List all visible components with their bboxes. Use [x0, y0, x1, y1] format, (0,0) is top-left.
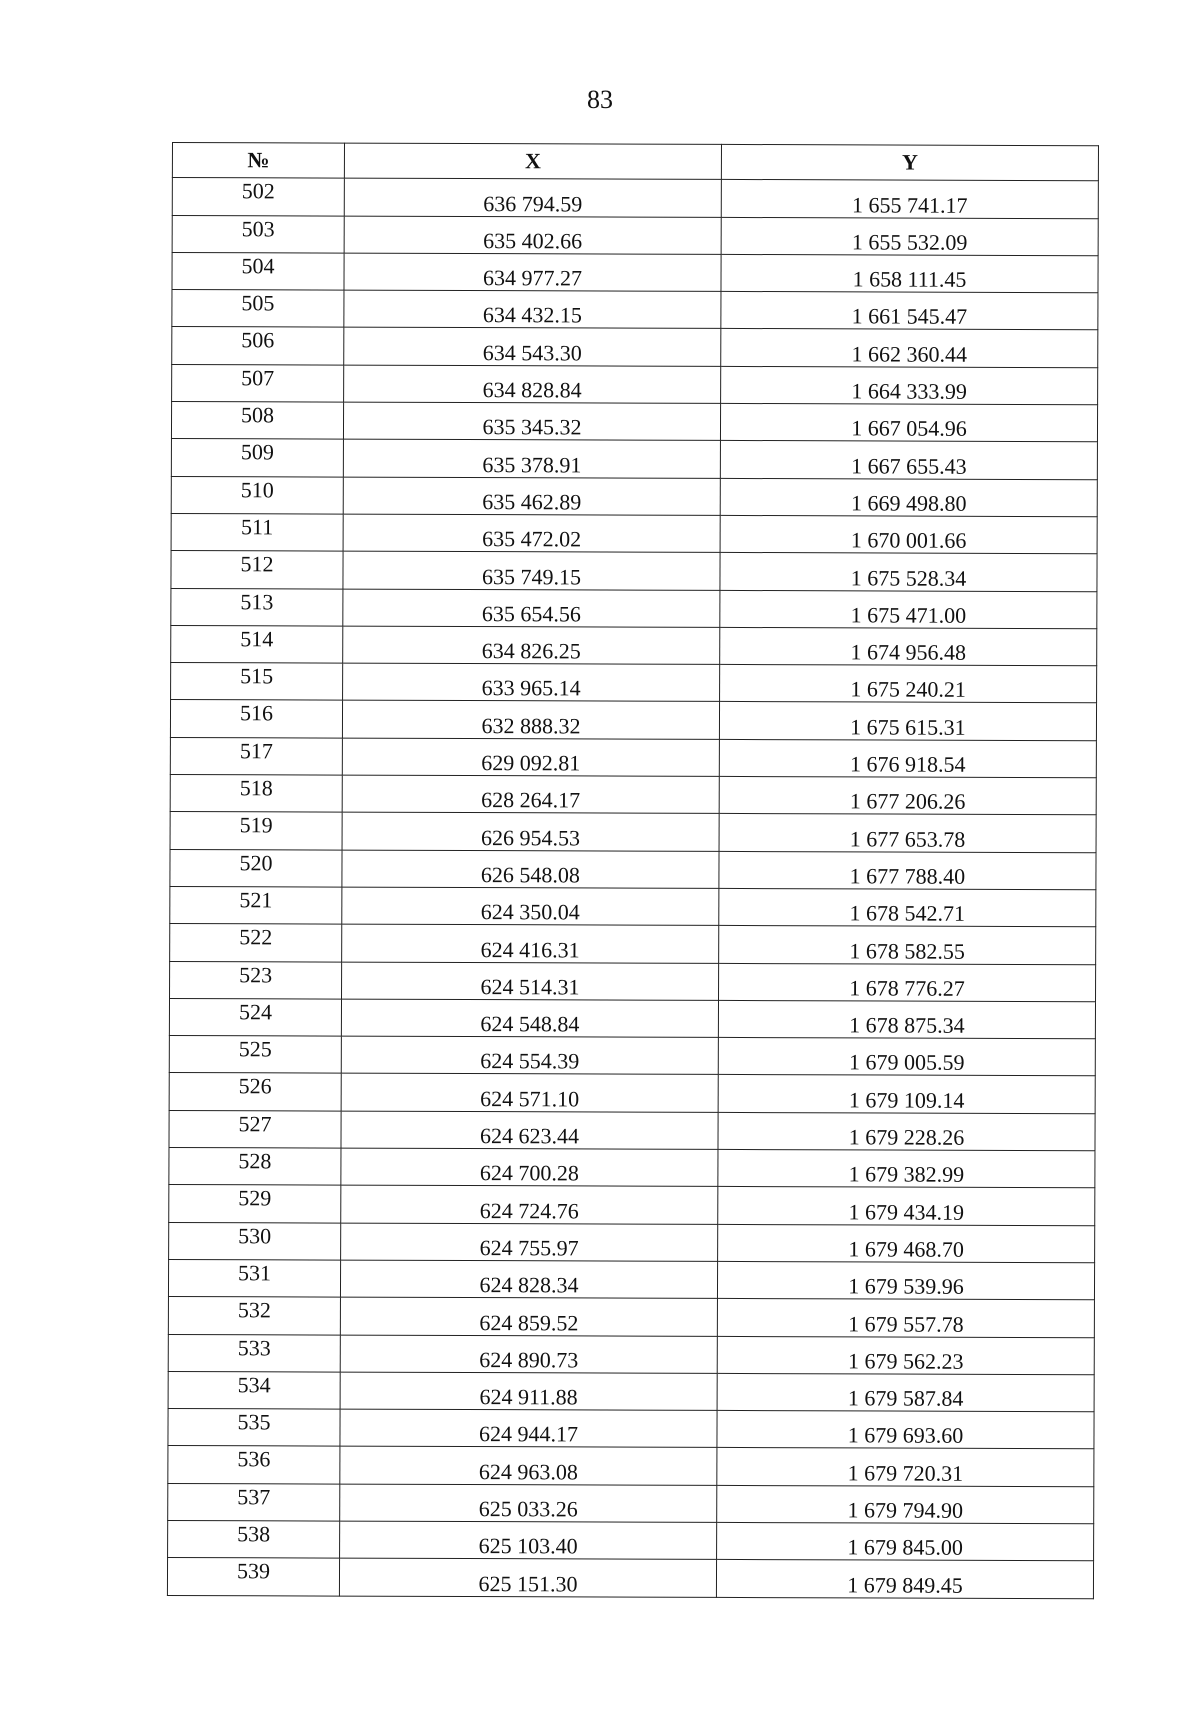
- point-number-cell: 514: [171, 625, 343, 663]
- x-coordinate-cell: 629 092.81: [342, 738, 719, 777]
- x-coordinate-cell: 624 911.88: [340, 1372, 717, 1411]
- table-row: [169, 1110, 1095, 1151]
- x-coordinate-cell: 624 623.44: [341, 1111, 718, 1150]
- point-number-cell: 538: [168, 1520, 340, 1558]
- column-header-y: Y: [721, 144, 1098, 181]
- y-coordinate-cell: 1 667 054.96: [720, 403, 1097, 442]
- x-coordinate-cell: 624 724.76: [341, 1185, 718, 1224]
- column-header-number: №: [172, 143, 344, 179]
- x-coordinate-cell: 624 571.10: [341, 1074, 718, 1113]
- x-coordinate-cell: 632 888.32: [342, 701, 719, 740]
- x-coordinate-cell: 635 462.89: [343, 477, 720, 516]
- table-row: [170, 775, 1096, 816]
- y-coordinate-cell: 1 669 498.80: [720, 478, 1097, 517]
- table-row: [172, 327, 1098, 368]
- point-number-cell: 533: [168, 1334, 340, 1372]
- y-coordinate-cell: 1 679 109.14: [718, 1075, 1095, 1114]
- point-number-cell: 524: [169, 998, 341, 1036]
- x-coordinate-cell: 624 554.39: [341, 1036, 718, 1075]
- y-coordinate-cell: 1 679 849.45: [716, 1560, 1093, 1599]
- point-number-cell: 529: [169, 1185, 341, 1223]
- point-number-cell: 515: [171, 663, 343, 701]
- table-row: [169, 1185, 1095, 1226]
- y-coordinate-cell: 1 658 111.45: [721, 254, 1098, 293]
- x-coordinate-cell: 625 103.40: [340, 1521, 717, 1560]
- table-row: [170, 737, 1096, 778]
- point-number-cell: 521: [170, 886, 342, 924]
- x-coordinate-cell: 635 654.56: [343, 589, 720, 628]
- table-row: [171, 513, 1097, 554]
- y-coordinate-cell: 1 655 741.17: [721, 180, 1098, 219]
- x-coordinate-cell: 633 965.14: [343, 663, 720, 702]
- x-coordinate-cell: 634 543.30: [344, 328, 721, 367]
- table-row: [168, 1259, 1094, 1300]
- point-number-cell: 516: [170, 700, 342, 738]
- table-row: [171, 402, 1097, 443]
- x-coordinate-cell: 626 954.53: [342, 812, 719, 851]
- point-number-cell: 519: [170, 812, 342, 850]
- table-row: [171, 588, 1097, 629]
- point-number-cell: 523: [170, 961, 342, 999]
- y-coordinate-cell: 1 679 468.70: [718, 1224, 1095, 1263]
- table-row: [168, 1297, 1094, 1338]
- y-coordinate-cell: 1 676 918.54: [719, 739, 1096, 778]
- table-row: [171, 476, 1097, 517]
- table-row: [167, 1558, 1093, 1599]
- x-coordinate-cell: 624 514.31: [342, 962, 719, 1001]
- x-coordinate-cell: 624 548.84: [341, 999, 718, 1038]
- y-coordinate-cell: 1 675 240.21: [720, 665, 1097, 704]
- x-coordinate-cell: 634 432.15: [344, 290, 721, 329]
- point-number-cell: 535: [168, 1409, 340, 1447]
- y-coordinate-cell: 1 667 655.43: [720, 441, 1097, 480]
- x-coordinate-cell: 625 151.30: [339, 1558, 716, 1597]
- table-row: [170, 700, 1096, 741]
- x-coordinate-cell: 635 402.66: [344, 216, 721, 255]
- point-number-cell: 532: [168, 1297, 340, 1335]
- y-coordinate-cell: 1 678 542.71: [719, 888, 1096, 927]
- y-coordinate-cell: 1 679 228.26: [718, 1112, 1095, 1151]
- point-number-cell: 511: [171, 513, 343, 551]
- point-number-cell: 536: [168, 1446, 340, 1484]
- table-row: [172, 215, 1098, 256]
- point-number-cell: 518: [170, 775, 342, 813]
- point-number-cell: 503: [172, 215, 344, 253]
- table-row: [171, 625, 1097, 666]
- point-number-cell: 534: [168, 1371, 340, 1409]
- point-number-cell: 537: [168, 1483, 340, 1521]
- point-number-cell: 506: [172, 327, 344, 365]
- y-coordinate-cell: 1 679 720.31: [717, 1448, 1094, 1487]
- table-row: [169, 1222, 1095, 1263]
- y-coordinate-cell: 1 661 545.47: [721, 292, 1098, 331]
- y-coordinate-cell: 1 677 653.78: [719, 814, 1096, 853]
- x-coordinate-cell: 635 749.15: [343, 551, 720, 590]
- y-coordinate-cell: 1 678 582.55: [719, 926, 1096, 965]
- y-coordinate-cell: 1 662 360.44: [721, 329, 1098, 368]
- table-row: [170, 812, 1096, 853]
- point-number-cell: 505: [172, 290, 344, 328]
- point-number-cell: 507: [172, 364, 344, 402]
- y-coordinate-cell: 1 678 875.34: [718, 1000, 1095, 1039]
- point-number-cell: 527: [169, 1110, 341, 1148]
- y-coordinate-cell: 1 675 528.34: [720, 553, 1097, 592]
- y-coordinate-cell: 1 664 333.99: [721, 366, 1098, 405]
- point-number-cell: 513: [171, 588, 343, 626]
- y-coordinate-cell: 1 677 206.26: [719, 776, 1096, 815]
- point-number-cell: 510: [171, 476, 343, 514]
- table-row: [170, 924, 1096, 965]
- y-coordinate-cell: 1 679 587.84: [717, 1373, 1094, 1412]
- x-coordinate-cell: 624 700.28: [341, 1148, 718, 1187]
- table-row: [172, 252, 1098, 293]
- table-row: [170, 961, 1096, 1002]
- point-number-cell: 531: [168, 1259, 340, 1297]
- point-number-cell: 526: [169, 1073, 341, 1111]
- point-number-cell: 517: [170, 737, 342, 775]
- y-coordinate-cell: 1 679 005.59: [718, 1038, 1095, 1077]
- point-number-cell: 508: [171, 402, 343, 440]
- table-row: [171, 663, 1097, 704]
- y-coordinate-cell: 1 674 956.48: [720, 627, 1097, 666]
- y-coordinate-cell: 1 679 557.78: [717, 1299, 1094, 1338]
- y-coordinate-cell: 1 677 788.40: [719, 851, 1096, 890]
- x-coordinate-cell: 624 963.08: [340, 1446, 717, 1485]
- x-coordinate-cell: 634 828.84: [344, 365, 721, 404]
- y-coordinate-cell: 1 679 794.90: [717, 1485, 1094, 1524]
- y-coordinate-cell: 1 679 382.99: [718, 1149, 1095, 1188]
- point-number-cell: 522: [170, 924, 342, 962]
- x-coordinate-cell: 624 859.52: [340, 1297, 717, 1336]
- point-number-cell: 530: [169, 1222, 341, 1260]
- x-coordinate-cell: 624 944.17: [340, 1409, 717, 1448]
- point-number-cell: 509: [171, 439, 343, 477]
- x-coordinate-cell: 628 264.17: [342, 775, 719, 814]
- x-coordinate-cell: 624 416.31: [342, 924, 719, 963]
- x-coordinate-cell: 626 548.08: [342, 850, 719, 889]
- point-number-cell: 504: [172, 252, 344, 290]
- table-row: [168, 1371, 1094, 1412]
- y-coordinate-cell: 1 679 539.96: [717, 1261, 1094, 1300]
- table-row: [169, 1036, 1095, 1077]
- table-row: [169, 1148, 1095, 1189]
- x-coordinate-cell: 635 345.32: [343, 402, 720, 441]
- x-coordinate-cell: 624 828.34: [340, 1260, 717, 1299]
- table-row: [171, 551, 1097, 592]
- y-coordinate-cell: 1 679 562.23: [717, 1336, 1094, 1375]
- x-coordinate-cell: 624 890.73: [340, 1335, 717, 1374]
- y-coordinate-cell: 1 679 845.00: [717, 1522, 1094, 1561]
- x-coordinate-cell: 624 755.97: [341, 1223, 718, 1262]
- table-row: [170, 849, 1096, 890]
- point-number-cell: 539: [167, 1558, 339, 1596]
- y-coordinate-cell: 1 679 693.60: [717, 1411, 1094, 1450]
- x-coordinate-cell: 625 033.26: [340, 1484, 717, 1523]
- table-row: [169, 1073, 1095, 1114]
- table-row: [168, 1446, 1094, 1487]
- table-row: [172, 290, 1098, 331]
- y-coordinate-cell: 1 655 532.09: [721, 217, 1098, 256]
- table-row: [168, 1334, 1094, 1375]
- y-coordinate-cell: 1 678 776.27: [719, 963, 1096, 1002]
- table-row: [172, 178, 1098, 219]
- x-coordinate-cell: 636 794.59: [344, 178, 721, 217]
- point-number-cell: 520: [170, 849, 342, 887]
- table-body: [167, 178, 1098, 1599]
- x-coordinate-cell: 635 472.02: [343, 514, 720, 553]
- table-row: [171, 439, 1097, 480]
- x-coordinate-cell: 635 378.91: [343, 439, 720, 478]
- table-row: [172, 364, 1098, 405]
- table-row: [168, 1409, 1094, 1450]
- page-number: 83: [587, 85, 613, 114]
- column-header-x: X: [344, 143, 721, 180]
- point-number-cell: 502: [172, 178, 344, 216]
- y-coordinate-cell: 1 679 434.19: [718, 1187, 1095, 1226]
- table-row: [168, 1520, 1094, 1561]
- table-header-row: [172, 143, 1098, 182]
- y-coordinate-cell: 1 670 001.66: [720, 515, 1097, 554]
- x-coordinate-cell: 634 826.25: [343, 626, 720, 665]
- table-row: [170, 886, 1096, 927]
- point-number-cell: 512: [171, 551, 343, 589]
- x-coordinate-cell: 624 350.04: [342, 887, 719, 926]
- coordinates-table: [167, 142, 1099, 1599]
- table-row: [168, 1483, 1094, 1524]
- y-coordinate-cell: 1 675 471.00: [720, 590, 1097, 629]
- point-number-cell: 525: [169, 1036, 341, 1074]
- x-coordinate-cell: 634 977.27: [344, 253, 721, 292]
- table-row: [169, 998, 1095, 1039]
- point-number-cell: 528: [169, 1148, 341, 1186]
- y-coordinate-cell: 1 675 615.31: [719, 702, 1096, 741]
